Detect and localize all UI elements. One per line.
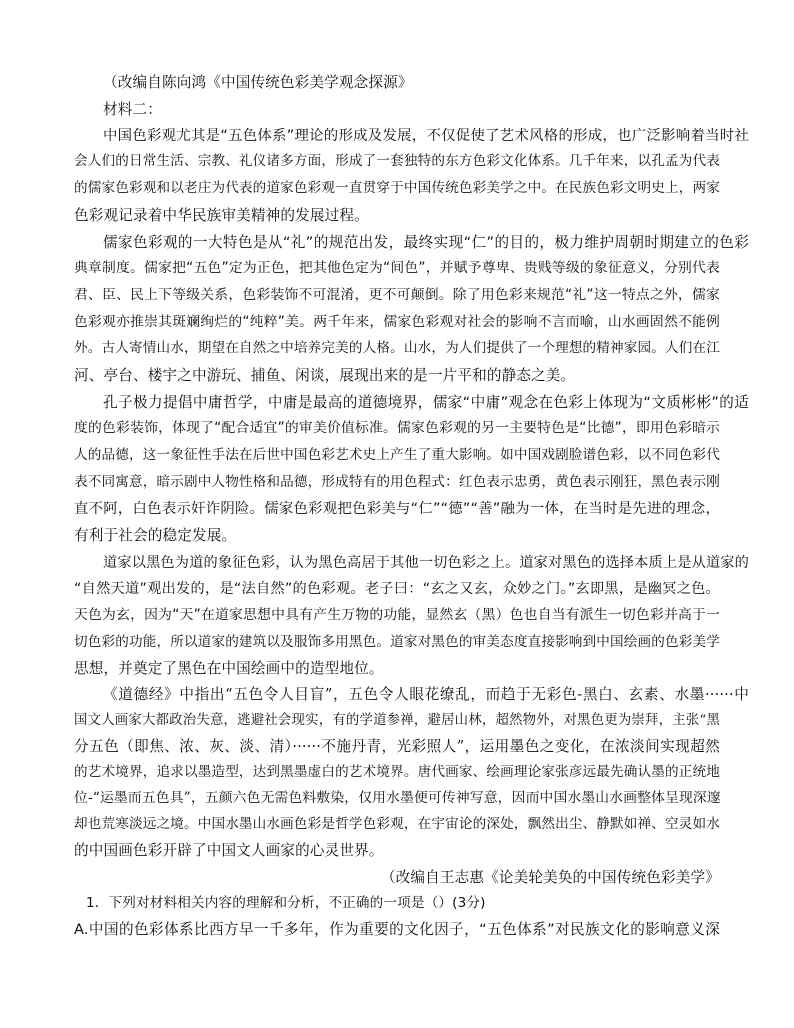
paragraph-4-line: 天色为玄，因为“天”在道家思想中具有产生万物的功能，显然玄（黑）色也自当有派生一切色彩并高于一 — [74, 607, 720, 623]
paragraph-2-line: 色彩观亦推崇其斑斓绚烂的“纯粹”美。两千年来，儒家色彩观对社会的影响不言而喻，山水画固然不能例 — [74, 314, 720, 330]
paragraph-2-line: 君、臣、民上下等级关系，色彩装饰不可混淆，更不可颠倒。除了用色彩来规范“礼”这一特点之外，儒家 — [74, 287, 720, 303]
paragraph-3-line: 度的色彩装饰，体现了“配合适宜”的审美价值标准。儒家色彩观的另一主要特色是“比德”，即用色彩暗示 — [74, 420, 720, 436]
paragraph-1-line: 色彩观记录着中华民族审美精神的发展过程。 — [74, 207, 369, 224]
material-label: 材料二： — [103, 101, 162, 118]
paragraph-5-line: 《道德经》中指出“五色令人目盲”，五色令人眼花缭乱，而趋于无彩色-黑白、玄素、水墨······中 — [103, 686, 749, 703]
paragraph-3-line: 人的品德，这一象征性手法在后世中国色彩艺术史上产生了重大影响。如中国戏剧脸谱色彩，以不同色彩代 — [74, 447, 720, 463]
source-citation-1: （改编自陈向鸿《中国传统色彩美学观念探源》 — [103, 74, 413, 91]
paragraph-5-line: 的中国画色彩开辟了中国文人画家的心灵世界。 — [74, 842, 384, 859]
paragraph-4-line: “自然天道”观出发的，是“法自然”的色彩观。老子曰：“玄之又玄，众妙之门。”玄即黑，是幽冥之色。 — [74, 581, 720, 597]
paragraph-5-line: 分五色（即焦、浓、灰、淡、清）······不施丹青，光彩照人”，运用墨色之变化，在浓淡间实现超然 — [74, 738, 720, 755]
paragraph-5-line: 位-“运墨而五色具”，五颜六色无需色料敷染，仅用水墨便可传神写意，因而中国水墨山水画整体呈现深邃 — [74, 790, 721, 806]
option-a: A.中国的色彩体系比西方早一千多年，作为重要的文化因子，“五色体系”对民族文化的影响意义深 — [74, 921, 720, 938]
paragraph-2-line: 外。古人寄情山水，期望在自然之中培养完美的人格。山水，为人们提供了一个理想的精神家园。人们在江 — [74, 340, 720, 356]
source-citation-2: （改编自王志惠《论美轮美奂的中国传统色彩美学》 — [380, 869, 720, 886]
paragraph-5-line: 却也荒寒淡远之境。中国水墨山水画色彩是哲学色彩观，在宇宙论的深处，飘然出尘、静默如禅、空灵如水 — [74, 816, 720, 832]
paragraph-3-line: 直不阿，白色表示奸诈阴险。儒家色彩观把色彩美与“仁”“德”“善”融为一体，在当时是先进的理念， — [74, 501, 720, 517]
paragraph-2-line: 河、亭台、楼宇之中游玩、捕鱼、闲谈，展现出来的是一片平和的静态之美。 — [74, 367, 576, 384]
paragraph-2-line: 儒家色彩观的一大特色是从“礼”的规范出发，最终实现“仁”的目的，极力维护周朝时期建立的色彩 — [103, 234, 749, 251]
paragraph-3-line: 孔子极力提倡中庸哲学，中庸是最高的道德境界，儒家“中庸”观念在色彩上体现为“文质彬彬”的适 — [103, 394, 749, 411]
paragraph-2-line: 典章制度。儒家把“五色”定为正色，把其他色定为“间色”，并赋予尊卑、贵贱等级的象征意义，分别代表 — [74, 260, 720, 276]
paragraph-3-line: 有利于社会的稳定发展。 — [74, 527, 237, 544]
paragraph-4-line: 切色彩的功能，所以道家的建筑以及服饰多用黑色。道家对黑色的审美态度直接影响到中国绘画的色彩美学 — [74, 634, 720, 650]
paragraph-4-line: 道家以黑色为道的象征色彩，认为黑色高居于其他一切色彩之上。道家对黑色的选择本质上是从道家的 — [103, 555, 749, 571]
paragraph-3-line: 表不同寓意，暗示剧中人物性格和品德，形成特有的用色程式：红色表示忠勇，黄色表示刚狂，黑色表示刚 — [74, 474, 720, 490]
paragraph-5-line: 国文人画家大都政治失意，逃避社会现实，有的学道参禅，避居山林，超然物外，对黑色更为崇拜，主张“黑 — [74, 713, 720, 728]
paragraph-1-line: 会人们的日常生活、宗教、礼仪诸多方面，形成了一套独特的东方色彩文化体系。几千年来，以孔孟为代表 — [74, 153, 720, 169]
paragraph-1-line: 中国色彩观尤其是“五色体系”理论的形成及发展，不仅促使了艺术风格的形成，也广泛影响着当时社 — [103, 128, 749, 144]
question-1: 1．下列对材料相关内容的理解和分析，不正确的一项是（）(3分) — [86, 895, 486, 911]
paragraph-4-line: 思想，并奠定了黑色在中国绘画中的造型地位。 — [74, 660, 384, 677]
paragraph-1-line: 的儒家色彩观和以老庄为代表的道家色彩观一直贯穿于中国传统色彩美学之中。在民族色彩文明史上，两家 — [74, 180, 720, 196]
paragraph-5-line: 的艺术境界，追求以墨造型，达到黑墨虚白的艺术境界。唐代画家、绘画理论家张彦远最先确认墨的正统地 — [74, 764, 720, 780]
